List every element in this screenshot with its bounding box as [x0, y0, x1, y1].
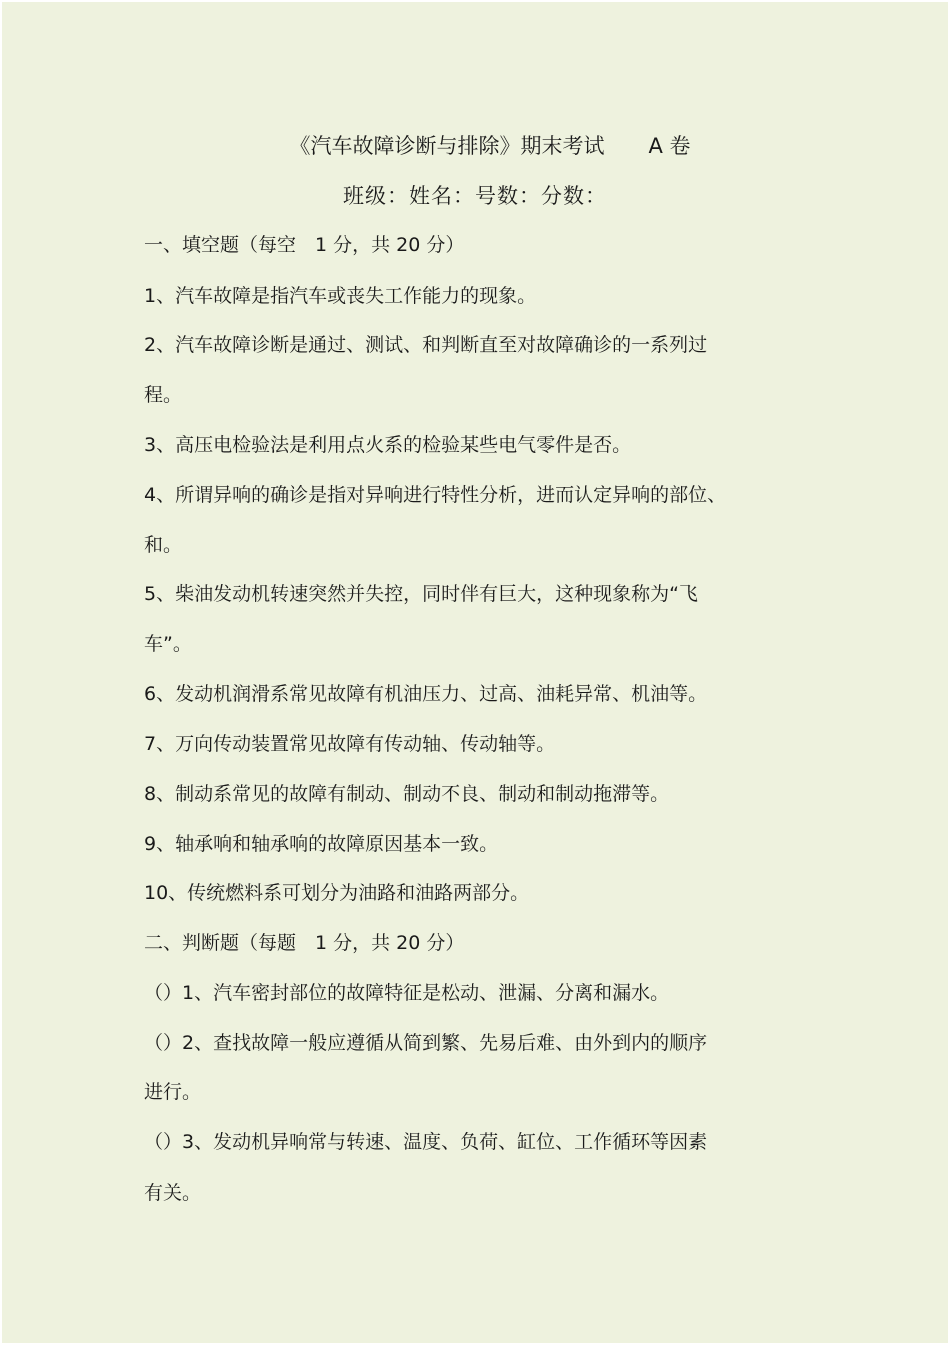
question-line: 进行。 — [144, 1081, 202, 1103]
exam-title-suffix: A 卷 — [648, 134, 691, 158]
question-line: 车”。 — [144, 633, 192, 655]
section-heading-true-false: 二、判断题（每题 1 分，共 20 分） — [144, 932, 465, 954]
question-line: 9、轴承响和轴承响的故障原因基本一致。 — [144, 833, 499, 855]
question-line: 5、柴油发动机转速突然并失控，同时伴有巨大，这种现象称为“飞 — [144, 583, 698, 605]
exam-title-main: 《汽车故障诊断与排除》期末考试 — [289, 134, 605, 158]
question-line: 2、汽车故障诊断是通过、测试、和判断直至对故障确诊的一系列过 — [144, 334, 708, 356]
question-line: （）1、汽车密封部位的故障特征是松动、泄漏、分离和漏水。 — [144, 982, 670, 1004]
question-line: （）3、发动机异响常与转速、温度、负荷、缸位、工作循环等因素 — [144, 1131, 708, 1153]
section-heading-fill-blank: 一、填空题（每空 1 分，共 20 分） — [144, 234, 465, 256]
question-line: 7、万向传动装置常见故障有传动轴、传动轴等。 — [144, 733, 556, 755]
question-line: 10、传统燃料系可划分为油路和油路两部分。 — [144, 882, 530, 904]
question-line: （）2、查找故障一般应遵循从简到繁、先易后难、由外到内的顺序 — [144, 1032, 708, 1054]
question-line: 1、汽车故障是指汽车或丧失工作能力的现象。 — [144, 285, 537, 307]
exam-info-line: 班级：姓名：号数：分数： — [343, 184, 607, 208]
question-line: 4、所谓异响的确诊是指对异响进行特性分析，进而认定异响的部位、 — [144, 484, 727, 506]
question-line: 程。 — [144, 384, 183, 406]
exam-title — [2, 130, 948, 162]
question-line: 和。 — [144, 534, 183, 556]
question-line: 6、发动机润滑系常见故障有机油压力、过高、油耗异常、机油等。 — [144, 683, 708, 705]
question-line: 有关。 — [144, 1182, 202, 1204]
question-line: 3、高压电检验法是利用点火系的检验某些电气零件是否。 — [144, 434, 632, 456]
exam-page — [2, 2, 948, 1343]
question-line: 8、制动系常见的故障有制动、制动不良、制动和制动拖滞等。 — [144, 783, 670, 805]
